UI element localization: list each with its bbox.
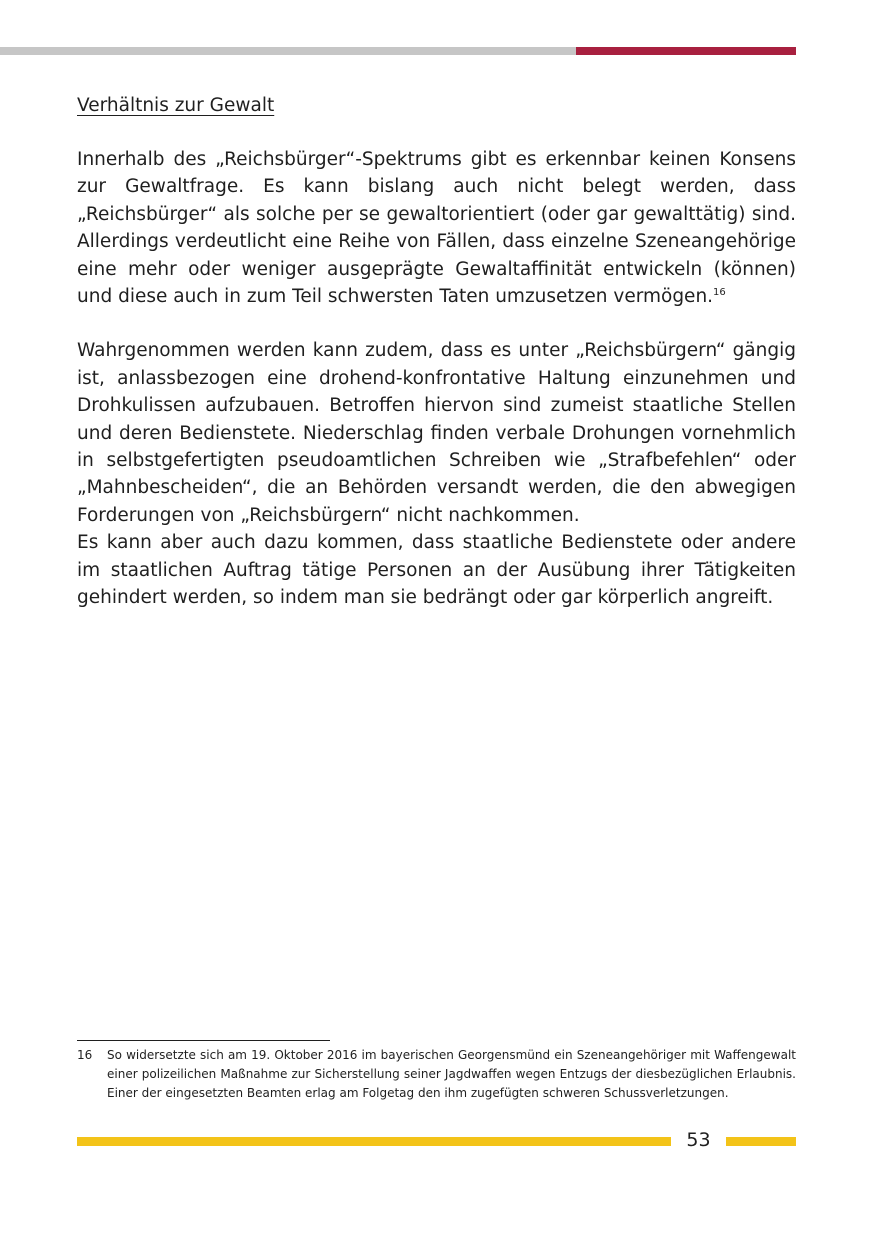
section-heading: Verhältnis zur Gewalt <box>77 95 275 116</box>
footer-bar-right <box>726 1137 796 1146</box>
footer-bar-left <box>77 1137 671 1146</box>
header-bar-gray <box>0 47 576 55</box>
paragraph-1-text: Innerhalb des „Reichsbürger“-Spektrums gibt es erkennbar keinen Konsens zur Gewaltfrage. Es kann bislang auch nicht belegt werden, dass „Reichsbürger“ als solche per se gewaltorientiert (oder gar gewalttätig) sind. Allerdings verdeutlicht eine Reihe von Fällen, dass einzelne Szeneangehörige eine mehr oder weniger ausgeprägte Gewaltaffinität entwickeln (können) und diese auch in zum Teil schwersten Taten umzusetzen vermögen. <box>77 149 796 308</box>
page-number: 53 <box>686 1129 711 1151</box>
footnote-number: 16 <box>77 1048 93 1062</box>
paragraph-2: Wahrgenommen werden kann zudem, dass es unter „Reichsbürgern“ gängig ist, anlassbezogen eine drohend-konfrontative Haltung einzunehmen und Drohkulissen aufzubauen. Betroffen hiervon sind zumeist staatliche Stellen und deren Bedienstete. Niederschlag finden verbale Drohungen vornehmlich in selbstgefertigten pseudoamtlichen Schreiben wie „Strafbefehlen“ oder „Mahnbescheiden“, die an Behörden versandt werden, die den abwegigen Forderungen von „Reichsbürgern“ nicht nachkommen. <box>77 340 796 526</box>
paragraph-1 <box>77 146 796 310</box>
footnote <box>77 1046 796 1103</box>
main-content <box>77 92 796 612</box>
header-bar-accent <box>576 47 796 55</box>
footnote-divider <box>77 1040 330 1041</box>
paragraph-3: Es kann aber auch dazu kommen, dass staatliche Bedienstete oder andere im staatlichen Auftrag tätige Personen an der Ausübung ihrer Tätigkeiten gehindert werden, so indem man sie bedrängt oder gar körperlich angreift. <box>77 532 796 609</box>
footnote-text: So widersetzte sich am 19. Oktober 2016 im bayerischen Georgensmünd ein Szeneangehöriger mit Waffengewalt einer polizeilichen Maßnahme zur Sicherstellung seiner Jagdwaffen wegen Entzugs der diesbezüglichen Erlaubnis. Einer der eingesetzten Beamten erlag am Folgetag den ihm zugefügten schweren Schussverletzungen. <box>107 1048 796 1100</box>
footnote-reference[interactable]: 16 <box>713 286 726 298</box>
